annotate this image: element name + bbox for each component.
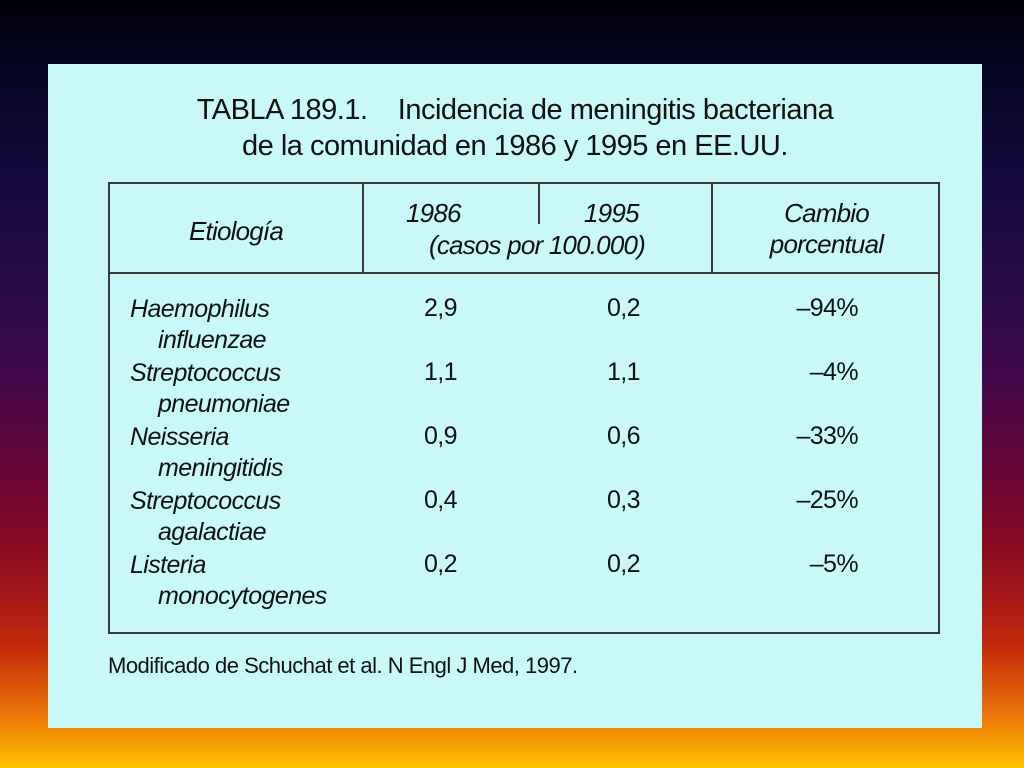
value-1995: 0,2 [607,294,640,322]
organism-name: Neisseria meningitidis [130,423,283,482]
header-1995: 1995 [584,198,639,228]
caption-line-2: de la comunidad en 1986 y 1995 en EE.UU. [242,130,788,162]
header-divider-years [538,184,540,224]
value-1995: 1,1 [607,358,640,386]
caption-line-1: TABLA 189.1. Incidencia de meningitis bacteriana [196,94,834,126]
header-divider [110,272,938,274]
value-cambio: –5% [809,550,858,578]
header-cambio-line1: Cambio [784,198,869,228]
value-cambio: –94% [796,294,858,322]
organism-name: Streptococcus pneumoniae [130,359,290,418]
organism-name: Haemophilus influenzae [130,295,270,354]
value-cambio: –4% [809,358,858,386]
value-1986: 2,9 [424,294,457,322]
value-1986: 0,4 [424,486,457,514]
value-cambio: –33% [796,422,858,450]
source-note: Modificado de Schuchat et al. N Engl J Med, 1997. [108,653,578,678]
header-1986: 1986 [406,198,461,228]
slide [48,64,982,728]
value-1986: 0,2 [424,550,457,578]
header-cambio [713,198,940,260]
value-1995: 0,2 [607,550,640,578]
value-1995: 0,3 [607,486,640,514]
table-caption [48,92,982,164]
value-cambio: –25% [796,486,858,514]
value-1986: 0,9 [424,422,457,450]
header-units: (casos por 100.000) [428,230,646,260]
organism-name: Streptococcus agalactiae [130,487,281,546]
header-cambio-line2: porcentual [769,229,884,259]
value-1986: 1,1 [424,358,457,386]
organism-name: Listeria monocytogenes [130,551,327,610]
value-1995: 0,6 [607,422,640,450]
header-etiologia: Etiología [189,216,283,246]
data-table [108,182,940,634]
